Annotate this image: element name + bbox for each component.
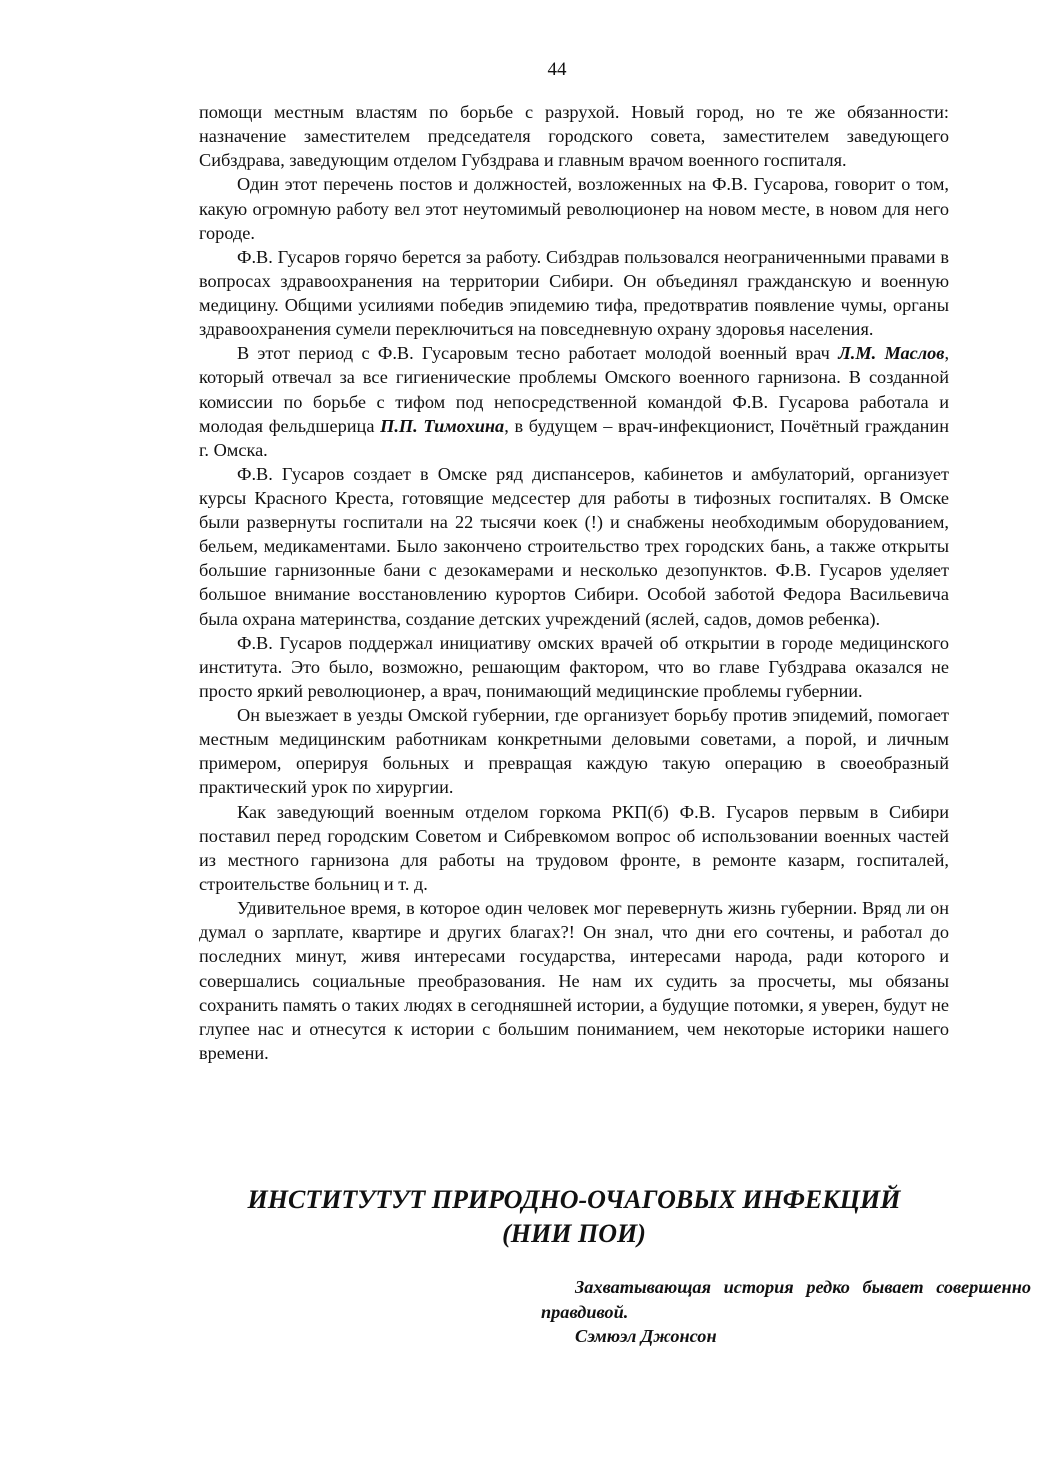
- paragraph: Ф.В. Гусаров создает в Омске ряд диспансеров, кабинетов и амбулаторий, организует курсы Красного Креста, готовящие медсестер для работы в тифозных госпиталях. В Омске были развернуты госпитали на 22 тысячи коек (!) и снабжены необходимым оборудованием, бельем, медикаментами. Было закончено строительство трех городских бань, а также открыты большие гарнизонные бани с дезокамерами и несколько дезопунктов. Ф.В. Гусаров уделяет большое внимание восстановлению курортов Сибири. Особой заботой Федора Васильевича была охрана материнства, создание детских учреждений (яслей, садов, домов ребенка).: [199, 463, 949, 629]
- paragraph: Удивительное время, в которое один человек мог перевернуть жизнь губернии. Вряд ли он думал о зарплате, квартире и других благах?! Он знал, что дни его сочтены, и работал до последних минут, живя интересами государства, интересами народа, ради которого и совершались социальные преобразования. Не нам их судить за просчеты, мы обязаны сохранить память о таких людях в сегодняшней истории, а будущие потомки, я уверен, будут не глупее нас и отнесутся к истории с большим пониманием, чем некоторые историки нашего времени.: [199, 898, 949, 1063]
- person-name: Л.М. Маслов: [838, 343, 945, 364]
- section-title-line: (НИИ ПОИ): [502, 1219, 646, 1248]
- paragraph: Ф.В. Гусаров горячо берется за работу. Сибздрав пользовался неограниченными правами в вопросах здравоохранения на территории Сибири. Он объединял гражданскую и военную медицину. Общими усилиями победив эпидемию тифа, предотвратив появление чумы, органы здравоохранения сумели переключиться на повседневную охрану здоровья населения.: [199, 246, 949, 340]
- paragraph-text: , в будущем – врач-инфекционист, Почётный гражданин г. Омска.: [199, 415, 949, 460]
- paragraph: Как заведующий военным отделом горкома РКП(б) Ф.В. Гусаров первым в Сибири поставил перед городским Советом и Сибревкомом вопрос об использовании военных частей из местного гарнизона для работы на трудовом фронте, в ремонте казарм, госпиталей, строительстве больниц и т. д.: [199, 801, 949, 894]
- paragraph-text: , который отвечал за все гигиенические проблемы Омского военного гарнизона. В созданной комиссии по борьбе с тифом под непосредственной командой Ф.В. Гусарова работала и молодая фельдшерица: [199, 343, 950, 436]
- page-number: 44: [547, 59, 567, 80]
- person-name: П.П. Тимохина: [380, 415, 505, 436]
- paragraph: Он выезжает в уезды Омской губернии, где организует борьбу против эпидемий, помогает местным медицинским работникам конкретными деловыми советами, а порой, и личным примером, оперируя больных и превращая каждую такую операцию в своеобразный практический урок по хирургии.: [199, 705, 949, 798]
- paragraph: Ф.В. Гусаров поддержал инициативу омских врачей об открытии в городе медицинского института. Это было, возможно, решающим фактором, что во главе Губздрава оказался не просто яркий революционер, а врач, понимающий медицинские проблемы губернии.: [199, 632, 949, 701]
- paragraph: [199, 341, 949, 461]
- section-title-line: ИНСТИТУТУТ ПРИРОДНО-ОЧАГОВЫХ ИНФЕКЦИЙ: [247, 1185, 901, 1214]
- epigraph-quote: Захватывающая история редко бывает совершенно правдивой.: [541, 1277, 1031, 1322]
- section-title: [199, 1183, 949, 1251]
- epigraph: [541, 1275, 1031, 1349]
- epigraph-author: Сэмюэл Джонсон: [575, 1326, 717, 1346]
- body-text: [199, 100, 949, 1065]
- paragraph: Один этот перечень постов и должностей, возложенных на Ф.В. Гусарова, говорит о том, какую огромную работу вел этот неутомимый революционер на новом месте, в новом для него городе.: [199, 174, 949, 243]
- paragraph-text: В этот период с Ф.В. Гусаровым тесно работает молодой военный врач: [237, 343, 839, 364]
- paragraph: помощи местным властям по борьбе с разрухой. Новый город, но те же обязанности: назначение заместителем председателя городского совета, заместителем заведующего Сибздрава, заведующим отделом Губздрава и главным врачом военного госпиталя.: [199, 102, 949, 171]
